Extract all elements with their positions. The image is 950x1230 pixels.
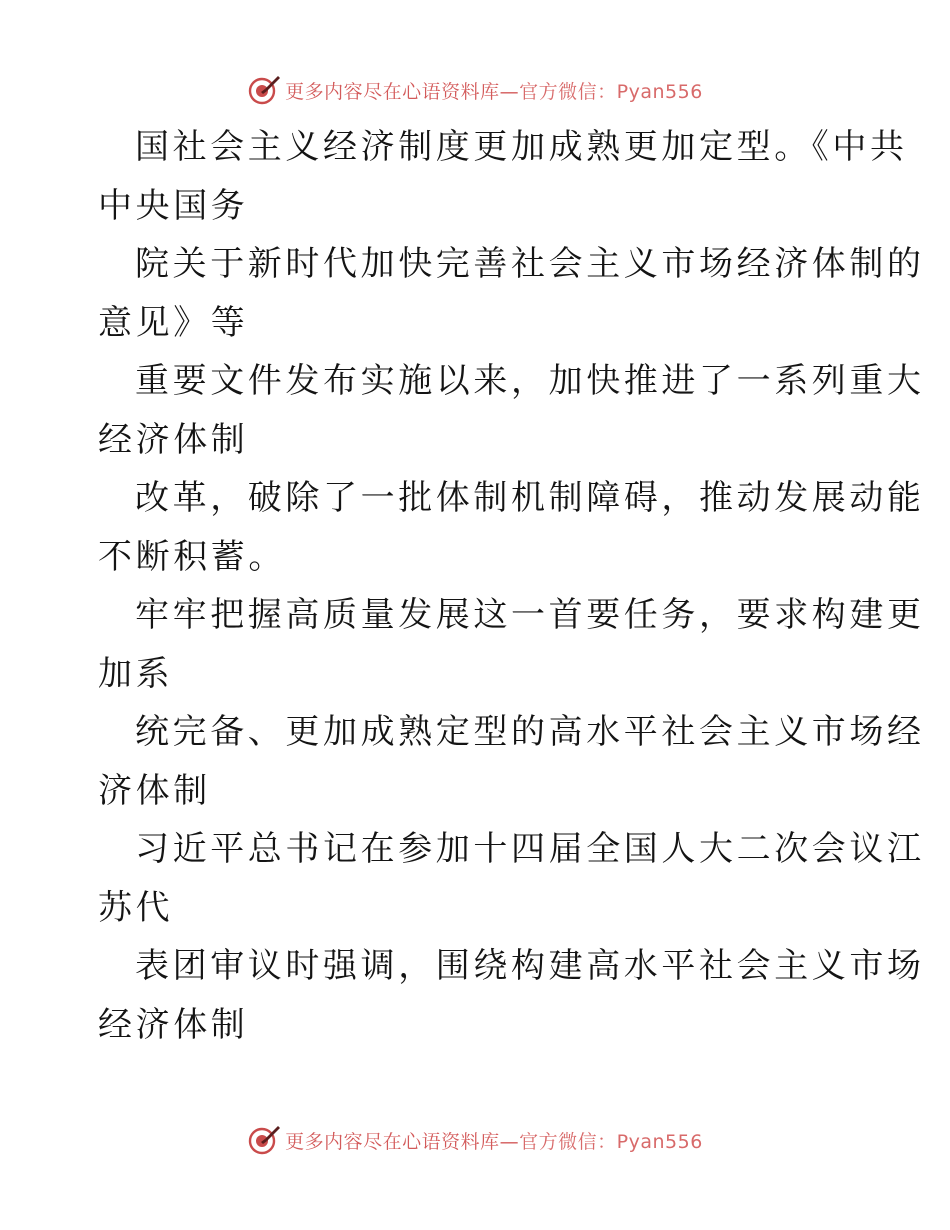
paragraph-line: 加系: [98, 653, 174, 694]
paragraph-line: 意见》等: [98, 302, 249, 343]
paragraph: [98, 820, 925, 937]
footer-watermark: [0, 1120, 950, 1160]
paragraph: [98, 586, 925, 703]
quill-logo-icon: [247, 1123, 281, 1157]
paragraph-line: 中央国务: [98, 185, 249, 226]
document-body: [98, 118, 925, 1054]
paragraph: [98, 352, 925, 469]
watermark-wechat-text: 官方微信：Pyan556: [519, 1130, 703, 1153]
watermark-wechat-text: 官方微信：Pyan556: [519, 80, 703, 103]
paragraph-line: 苏代: [98, 887, 174, 928]
paragraph-line: 统完备、更加成熟定型的高水平社会主义市场经: [135, 712, 925, 752]
paragraph-line: 经济体制: [98, 1004, 249, 1045]
watermark-main-text: 更多内容尽在心语资料库: [285, 80, 500, 103]
paragraph: [98, 469, 925, 586]
paragraph-line: 重要文件发布实施以来，加快推进了一系列重大: [135, 361, 925, 401]
paragraph: [98, 235, 925, 352]
paragraph-line: 习近平总书记在参加十四届全国人大二次会议江: [135, 829, 925, 869]
paragraph-line: 牢牢把握高质量发展这一首要任务，要求构建更: [135, 595, 925, 635]
watermark-main-text: 更多内容尽在心语资料库: [285, 1130, 500, 1153]
paragraph-line: 不断积蓄。: [98, 536, 286, 577]
paragraph: [98, 703, 925, 820]
watermark-dash: —: [499, 1130, 520, 1153]
quill-logo-icon: [247, 73, 281, 107]
paragraph-line: 表团审议时强调，围绕构建高水平社会主义市场: [135, 946, 925, 986]
header-watermark: [0, 70, 950, 110]
watermark-dash: —: [499, 80, 520, 103]
paragraph: [98, 937, 925, 1054]
paragraph-line: 经济体制: [98, 419, 249, 460]
paragraph-line: 济体制: [98, 770, 211, 811]
paragraph-line: 改革，破除了一批体制机制障碍，推动发展动能: [135, 478, 925, 518]
paragraph: [98, 118, 908, 235]
paragraph-line: 国社会主义经济制度更加成熟更加定型。《中共: [135, 127, 908, 167]
paragraph-line: 院关于新时代加快完善社会主义市场经济体制的: [135, 244, 925, 284]
